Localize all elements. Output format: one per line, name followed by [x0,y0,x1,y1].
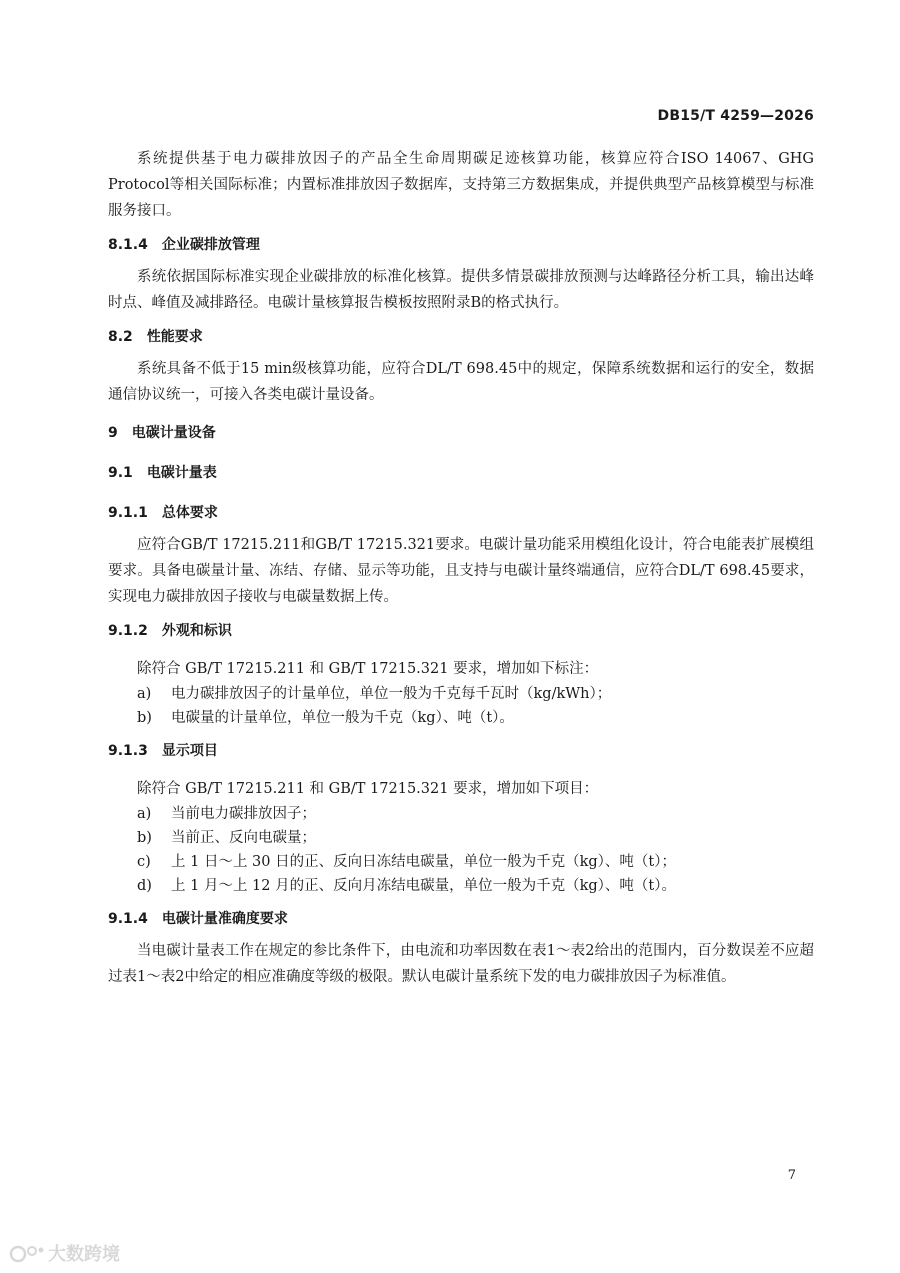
heading-number: 9.1.3 [108,743,148,759]
list-text: 上 1 月～上 12 月的正、反向月冻结电碳量，单位一般为千克（kg）、吨（t）。 [171,878,677,894]
marking-intro: 除符合 GB/T 17215.211 和 GB/T 17215.321 要求，增加如下标注： [137,661,599,677]
list-marker: c) [137,854,151,870]
heading-9-1-4 [108,906,814,932]
list-marker: a) [137,686,152,702]
list-text: 上 1 日～上 30 日的正、反向日冻结电碳量，单位一般为千克（kg）、吨（t）； [171,854,677,870]
heading-number: 9.1.1 [108,505,148,521]
list-text: 当前正、反向电碳量； [171,830,316,846]
list-item [108,802,814,826]
list-item [108,874,814,898]
heading-title: 电碳计量表 [146,465,217,481]
heading-number: 8.1.4 [108,237,148,253]
heading-title: 性能要求 [146,329,203,345]
heading-8-2 [108,324,814,350]
brand-logo-icon [8,1242,138,1266]
heading-8-1-4 [108,232,814,258]
paragraph-carbon-footprint: 系统提供基于电力碳排放因子的产品全生命周期碳足迹核算功能，核算应符合ISO 14067、GHG Protocol等相关国际标准；内置标准排放因子数据库，支持第三方数据集成，并提供典型产品核算模型与标准服务接口。 [108,151,814,219]
document-body [108,146,814,998]
list-item [108,850,814,874]
list-text: 电碳量的计量单位，单位一般为千克（kg）、吨（t）。 [171,710,514,726]
paragraph-general-requirements: 应符合GB/T 17215.211和GB/T 17215.321要求。电碳计量功能采用模组化设计，符合电能表扩展模组要求。具备电碳量计量、冻结、存储、显示等功能，且支持与电碳计量终端通信，应符合DL/T 698.45要求，实现电力碳排放因子接收与电碳量数据上传。 [108,537,814,605]
list-text: 当前电力碳排放因子； [171,806,316,822]
list-marker: b) [137,710,152,726]
heading-title: 企业碳排放管理 [161,237,260,253]
watermark-text: 大数跨境 [48,1244,120,1265]
heading-number: 8.2 [108,329,133,345]
list-text: 电力碳排放因子的计量单位，单位一般为千克每千瓦时（kg/kWh）； [171,686,612,702]
list-item [108,826,814,850]
heading-number: 9.1.2 [108,623,148,639]
list-item [108,706,814,730]
heading-title: 电碳计量准确度要求 [161,911,288,927]
heading-9-1-3 [108,738,814,764]
paragraph-accuracy: 当电碳计量表工作在规定的参比条件下，由电流和功率因数在表1～表2给出的范围内，百分数误差不应超过表1～表2中给定的相应准确度等级的极限。默认电碳计量系统下发的电力碳排放因子为标准值。 [108,943,814,985]
display-list [108,802,814,898]
heading-9-1-2 [108,618,814,644]
document-code: DB15/T 4259—2026 [657,108,814,124]
heading-title: 外观和标识 [161,623,232,639]
heading-number: 9.1 [108,465,133,481]
heading-title: 总体要求 [161,505,218,521]
heading-9 [108,420,814,446]
marking-list [108,682,814,730]
heading-9-1-1 [108,500,814,526]
list-marker: d) [137,878,152,894]
page-number: 7 [787,1168,796,1183]
heading-number: 9.1.4 [108,911,148,927]
heading-9-1 [108,460,814,486]
list-marker: a) [137,806,152,822]
paragraph-enterprise-carbon: 系统依据国际标准实现企业碳排放的标准化核算。提供多情景碳排放预测与达峰路径分析工具，输出达峰时点、峰值及减排路径。电碳计量核算报告模板按照附录B的格式执行。 [108,269,814,311]
list-marker: b) [137,830,152,846]
heading-number: 9 [108,425,118,441]
list-item [108,682,814,706]
display-intro: 除符合 GB/T 17215.211 和 GB/T 17215.321 要求，增加如下项目： [137,781,599,797]
watermark [8,1242,138,1266]
paragraph-performance: 系统具备不低于15 min级核算功能，应符合DL/T 698.45中的规定，保障系统数据和运行的安全，数据通信协议统一，可接入各类电碳计量设备。 [108,361,814,403]
heading-title: 电碳计量设备 [131,425,216,441]
heading-title: 显示项目 [161,743,218,759]
